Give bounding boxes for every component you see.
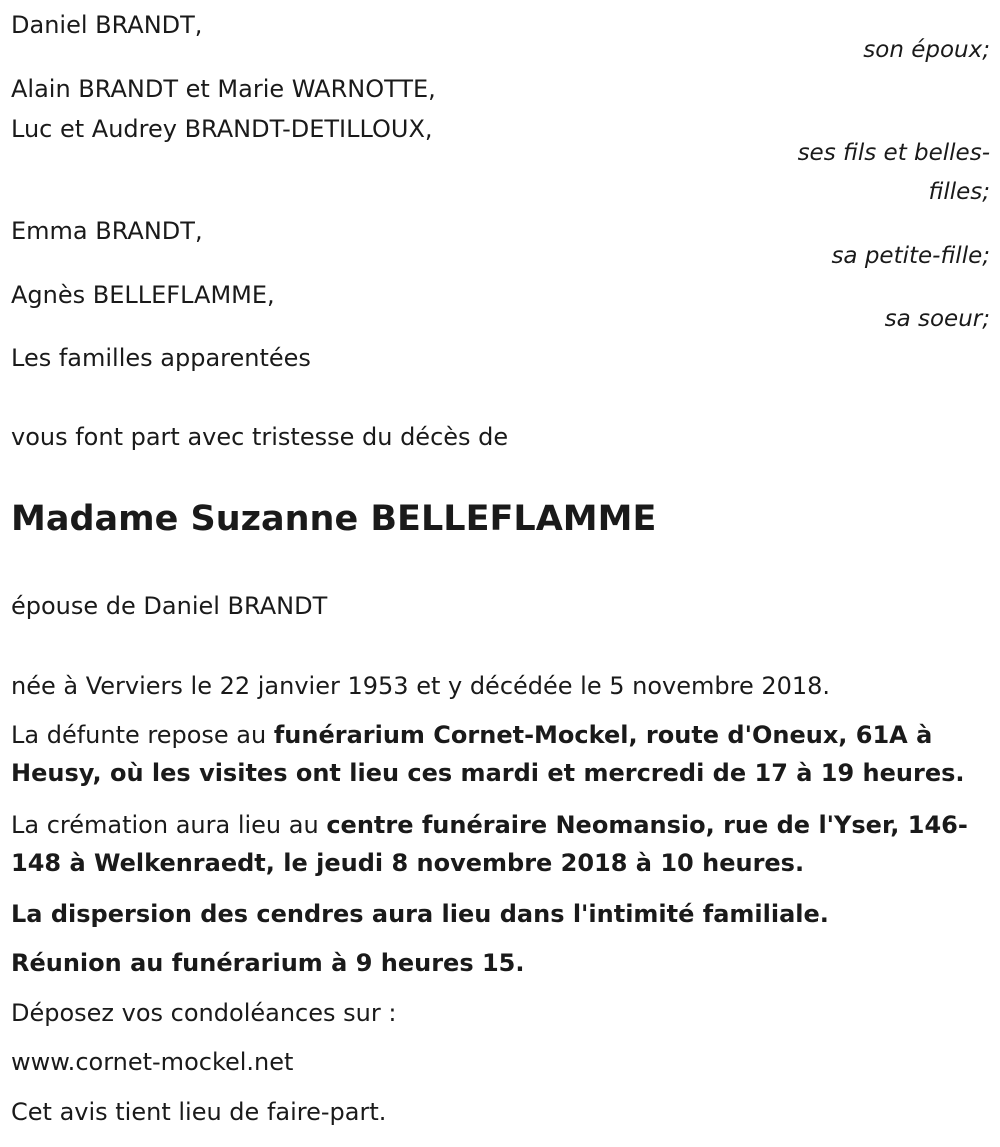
birth-death-line: née à Verviers le 22 janvier 1953 et y décédée le 5 novembre 2018. [11, 672, 831, 700]
sister-name: Agnès BELLEFLAMME, [11, 281, 275, 309]
spouse-of-line: épouse de Daniel BRANDT [11, 592, 328, 620]
spouse-name: Daniel BRANDT, [11, 11, 203, 39]
relatives-line: Les familles apparentées [11, 344, 311, 372]
cremation-prefix: La crémation aura lieu au [11, 811, 327, 839]
spouse-role: son époux; [863, 37, 990, 63]
child-name-2: Luc et Audrey BRANDT-DETILLOUX, [11, 115, 433, 143]
repose-paragraph [11, 716, 986, 792]
dispersion-line: La dispersion des cendres aura lieu dans l'intimité familiale. [11, 900, 829, 928]
announcement-line: vous font part avec tristesse du décès de [11, 423, 509, 451]
cremation-details: centre funéraire Neomansio, rue de l'Yser, 146-148 à Welkenraedt, le jeudi 8 novembre 2018 à 10 heures. [11, 811, 968, 877]
repose-prefix: La défunte repose au [11, 721, 274, 749]
granddaughter-role: sa petite-fille; [831, 243, 990, 269]
children-role-line-2: filles; [928, 179, 990, 205]
footer-note: Cet avis tient lieu de faire-part. [11, 1098, 387, 1126]
sister-role: sa soeur; [884, 306, 990, 332]
deceased-name: Madame Suzanne BELLEFLAMME [11, 499, 657, 539]
granddaughter-name: Emma BRANDT, [11, 217, 203, 245]
repose-details: funérarium Cornet-Mockel, route d'Oneux, 61A à Heusy, où les visites ont lieu ces mardi et mercredi de 17 à 19 heures. [11, 721, 965, 787]
child-name-1: Alain BRANDT et Marie WARNOTTE, [11, 75, 436, 103]
children-role-line-1: ses fils et belles- [797, 140, 990, 166]
website-link[interactable]: www.cornet-mockel.net [11, 1048, 294, 1076]
meeting-line: Réunion au funérarium à 9 heures 15. [11, 949, 525, 977]
condolences-line: Déposez vos condoléances sur : [11, 999, 397, 1027]
cremation-paragraph [11, 806, 986, 882]
